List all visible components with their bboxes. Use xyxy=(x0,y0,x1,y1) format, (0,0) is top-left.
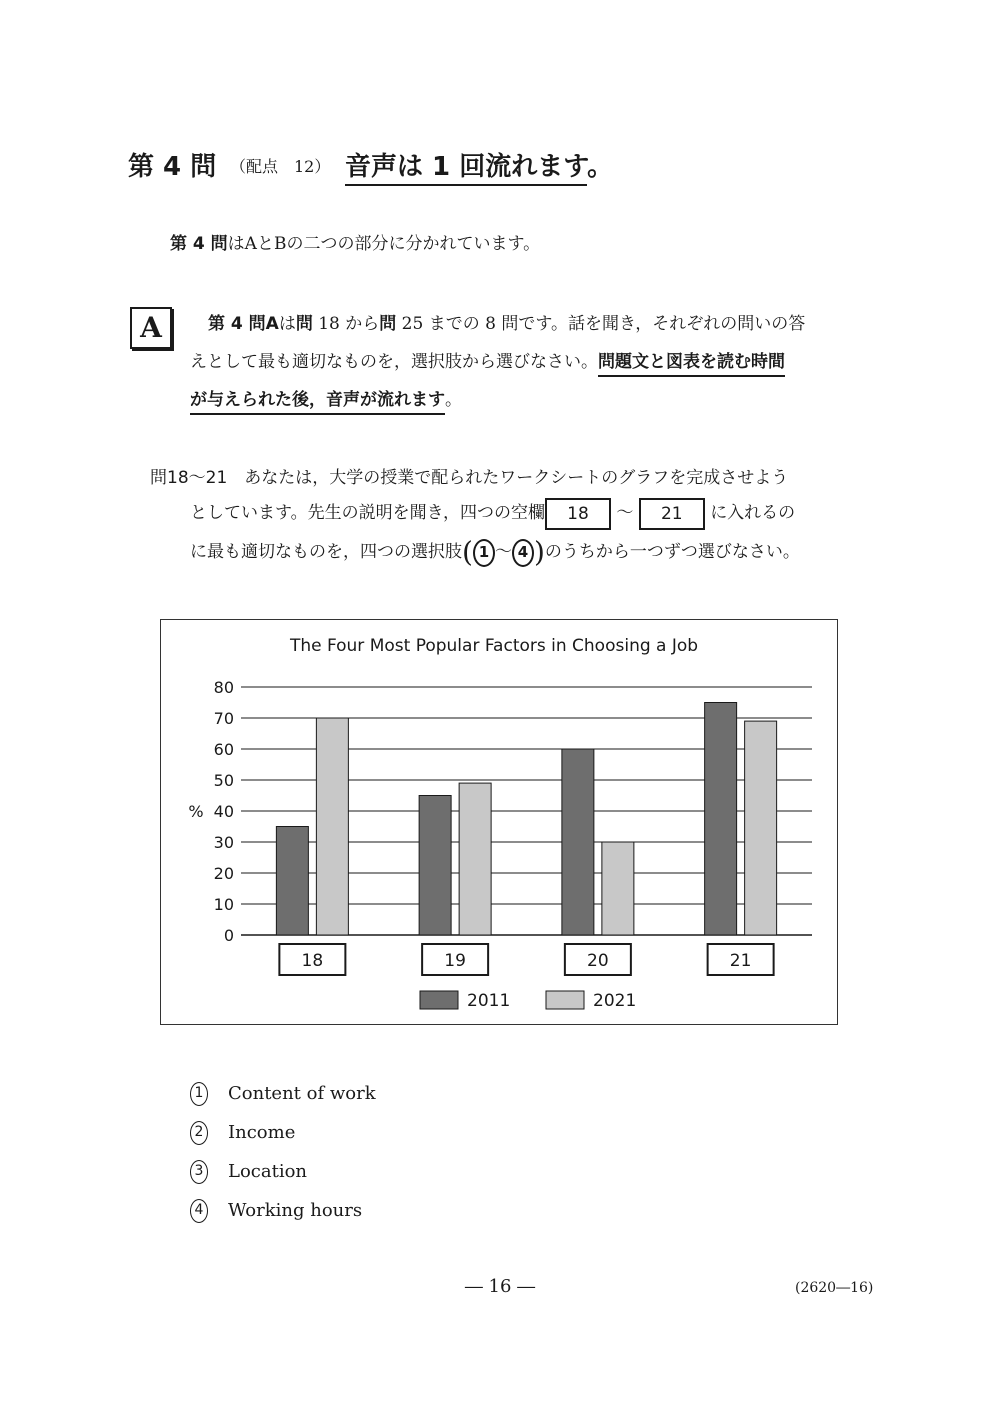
question-line2-pre: としています。先生の説明を聞き，四つの空欄 xyxy=(190,503,545,523)
option-2-number: 2 xyxy=(190,1121,208,1145)
section-a-line3-underline: が与えられた後，音声が流れます xyxy=(190,390,445,415)
bar-chart xyxy=(161,620,837,1024)
option-3-label: Location xyxy=(228,1161,308,1182)
option-1-label: Content of work xyxy=(228,1083,376,1104)
y-tick-labels xyxy=(214,678,234,945)
section-a-line2 xyxy=(190,347,785,372)
choice-last-marker: 4 xyxy=(512,539,534,567)
section-a-bold: 第 4 問A xyxy=(208,314,279,334)
page-number: ― 16 ― xyxy=(464,1276,536,1297)
bar-2011-20 xyxy=(562,749,594,935)
audio-notice xyxy=(345,146,613,183)
intro-rest: はAとBの二つの部分に分かれています。 xyxy=(227,234,541,254)
section-a-label: A xyxy=(130,307,172,349)
chart-frame xyxy=(160,619,838,1025)
bar-2011-21 xyxy=(705,703,737,936)
audio-notice-end: 。 xyxy=(587,152,614,182)
category-boxes xyxy=(279,944,773,975)
section-a-line2-text: えとして最も適切なものを，選択肢から選びなさい。 xyxy=(190,352,598,372)
chart-title: The Four Most Popular Factors in Choosing a Job xyxy=(289,636,699,656)
answer-blank-21: 21 xyxy=(639,498,705,530)
section-a-rest: 25 までの 8 問です。話を聞き，それぞれの問いの答 xyxy=(396,314,806,334)
bar-2011-18 xyxy=(276,827,308,936)
option-1 xyxy=(190,1082,376,1106)
y-tick-label: 50 xyxy=(213,771,234,790)
y-tick-label: 30 xyxy=(213,833,234,852)
option-3-number: 3 xyxy=(190,1160,208,1184)
question-line1-text: あなたは，大学の授業で配られたワークシートのグラフを完成させよう xyxy=(244,468,789,488)
section-a-line3 xyxy=(190,385,462,410)
y-tick-label: 70 xyxy=(213,709,234,728)
section-a-mid2: 18 から xyxy=(312,314,380,334)
bar-2011-19 xyxy=(419,796,451,936)
question-line3-post: のうちから一つずつ選びなさい。 xyxy=(544,542,800,562)
option-3 xyxy=(190,1160,307,1184)
bar-2021-21 xyxy=(745,721,777,935)
question-label: 問18～21 xyxy=(150,468,228,488)
intro-text xyxy=(170,229,540,254)
points-note: （配点 12） xyxy=(230,157,331,176)
section-a-q1: 問 xyxy=(295,314,313,334)
bar-2021-20 xyxy=(602,842,634,935)
exam-code: (2620―16) xyxy=(795,1280,874,1296)
question-line1 xyxy=(150,463,788,488)
y-tick-label: 40 xyxy=(213,802,234,821)
option-4-number: 4 xyxy=(190,1199,208,1223)
audio-notice-text: 音声は 1 回流れます xyxy=(345,152,587,186)
answer-blank-18: 18 xyxy=(545,498,611,530)
y-tick-label: 60 xyxy=(213,740,234,759)
section-a-mid: は xyxy=(278,314,296,334)
question-line2 xyxy=(190,497,795,530)
option-2 xyxy=(190,1121,295,1145)
question-line3-pre: に最も適切なものを，四つの選択肢 xyxy=(190,542,462,562)
question-line3: に最も適切なものを，四つの選択肢( 1 ～ 4 )のうちから一つずつ選びなさい。 xyxy=(190,535,800,569)
option-4 xyxy=(190,1199,362,1223)
section-a-line3-end: 。 xyxy=(445,390,462,410)
y-axis-label: % xyxy=(188,802,204,821)
question-tilde-2: ～ xyxy=(494,542,512,562)
category-label: 20 xyxy=(587,951,609,971)
legend-label-2011: 2011 xyxy=(467,991,511,1011)
question-line2-post: に入れるの xyxy=(710,503,796,523)
legend-label-2021: 2021 xyxy=(593,991,637,1011)
option-2-label: Income xyxy=(228,1122,296,1143)
y-tick-label: 80 xyxy=(213,678,234,697)
section-a-q2: 問 xyxy=(379,314,397,334)
intro-bold: 第 4 問 xyxy=(170,234,228,254)
section-a-line1 xyxy=(208,309,805,334)
y-tick-label: 10 xyxy=(213,895,234,914)
option-4-label: Working hours xyxy=(228,1200,363,1221)
category-label: 19 xyxy=(444,951,466,971)
bar-2021-19 xyxy=(459,783,491,935)
legend xyxy=(420,991,636,1011)
question-tilde: ～ xyxy=(616,503,634,523)
section-a-line2-underline: 問題文と図表を読む時間 xyxy=(598,352,785,377)
question-title: 第 4 問 xyxy=(128,152,217,182)
choice-first-marker: 1 xyxy=(473,539,495,567)
category-label: 18 xyxy=(301,951,324,971)
category-label: 21 xyxy=(729,951,752,971)
bar-2021-18 xyxy=(316,718,348,935)
bars xyxy=(276,703,776,936)
option-1-number: 1 xyxy=(190,1082,208,1106)
legend-swatch-2011 xyxy=(420,991,458,1009)
y-tick-label: 0 xyxy=(223,926,234,945)
y-tick-label: 20 xyxy=(213,864,234,883)
legend-swatch-2021 xyxy=(546,991,584,1009)
